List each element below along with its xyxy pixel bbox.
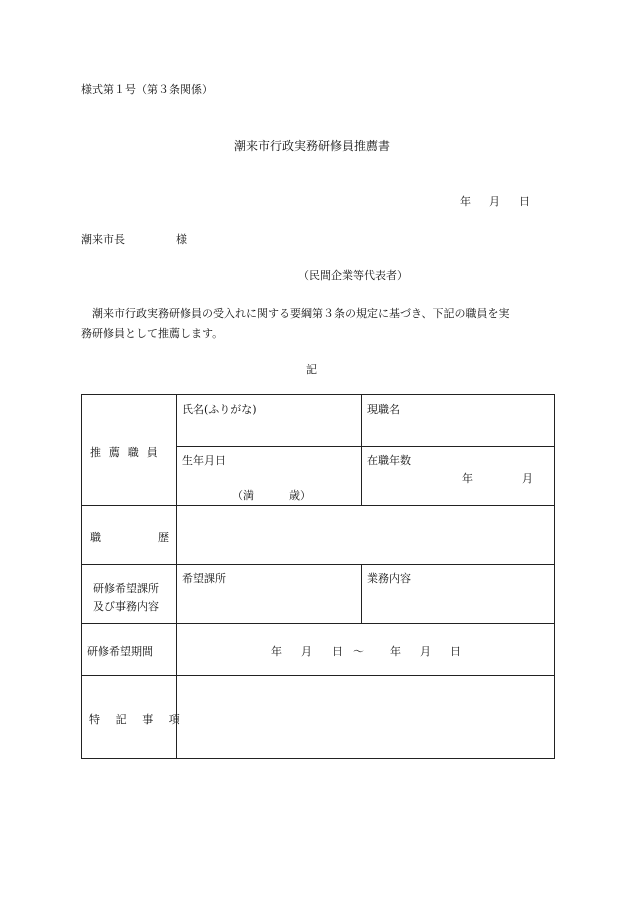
desired-label-line-1: 研修希望課所 [93, 582, 159, 595]
notes-label: 特 記 事 項 [89, 713, 186, 726]
document-title: 潮来市行政実務研修員推薦書 [234, 139, 391, 153]
age-close: 歳） [289, 489, 311, 502]
date-day: 日 [519, 195, 530, 208]
period-start-day: 日 [332, 645, 343, 658]
period-end-month: 月 [420, 645, 431, 658]
date-month: 月 [489, 195, 500, 208]
period-end-year: 年 [390, 645, 401, 658]
career-label-a: 職 [90, 531, 101, 544]
recommender-label: （民間企業等代表者） [298, 269, 408, 282]
name-furigana-label: 氏名(ふりがな) [182, 403, 257, 416]
desired-duties-label: 業務内容 [367, 572, 411, 585]
desired-label-line-2: 及び事務内容 [93, 600, 159, 613]
addressee: 潮来市長 [81, 233, 125, 246]
ki-heading: 記 [306, 363, 317, 376]
paragraph-line-2: 務研修員として推薦します。 [81, 327, 224, 340]
desired-section-label: 希望課所 [182, 572, 226, 585]
tenure-month: 月 [522, 472, 533, 485]
current-position-label: 現職名 [367, 403, 400, 416]
period-start-month: 月 [301, 645, 312, 658]
career-label-b: 歴 [158, 531, 169, 544]
birthdate-label: 生年月日 [182, 454, 226, 467]
form-number: 様式第１号（第３条関係） [81, 83, 213, 96]
period-end-day: 日 [450, 645, 461, 658]
period-label: 研修希望期間 [87, 645, 153, 658]
staff-row-label: 推 薦 職 員 [90, 446, 160, 459]
paragraph-line-1: 潮来市行政実務研修員の受入れに関する要綱第３条の規定に基づき、下記の職員を実 [92, 307, 510, 320]
period-tilde: ～ [353, 645, 364, 658]
honorific: 様 [176, 233, 187, 246]
tenure-label: 在職年数 [367, 454, 411, 467]
tenure-year: 年 [462, 472, 473, 485]
date-year: 年 [460, 195, 471, 208]
age-open: （満 [232, 489, 254, 502]
period-start-year: 年 [271, 645, 282, 658]
